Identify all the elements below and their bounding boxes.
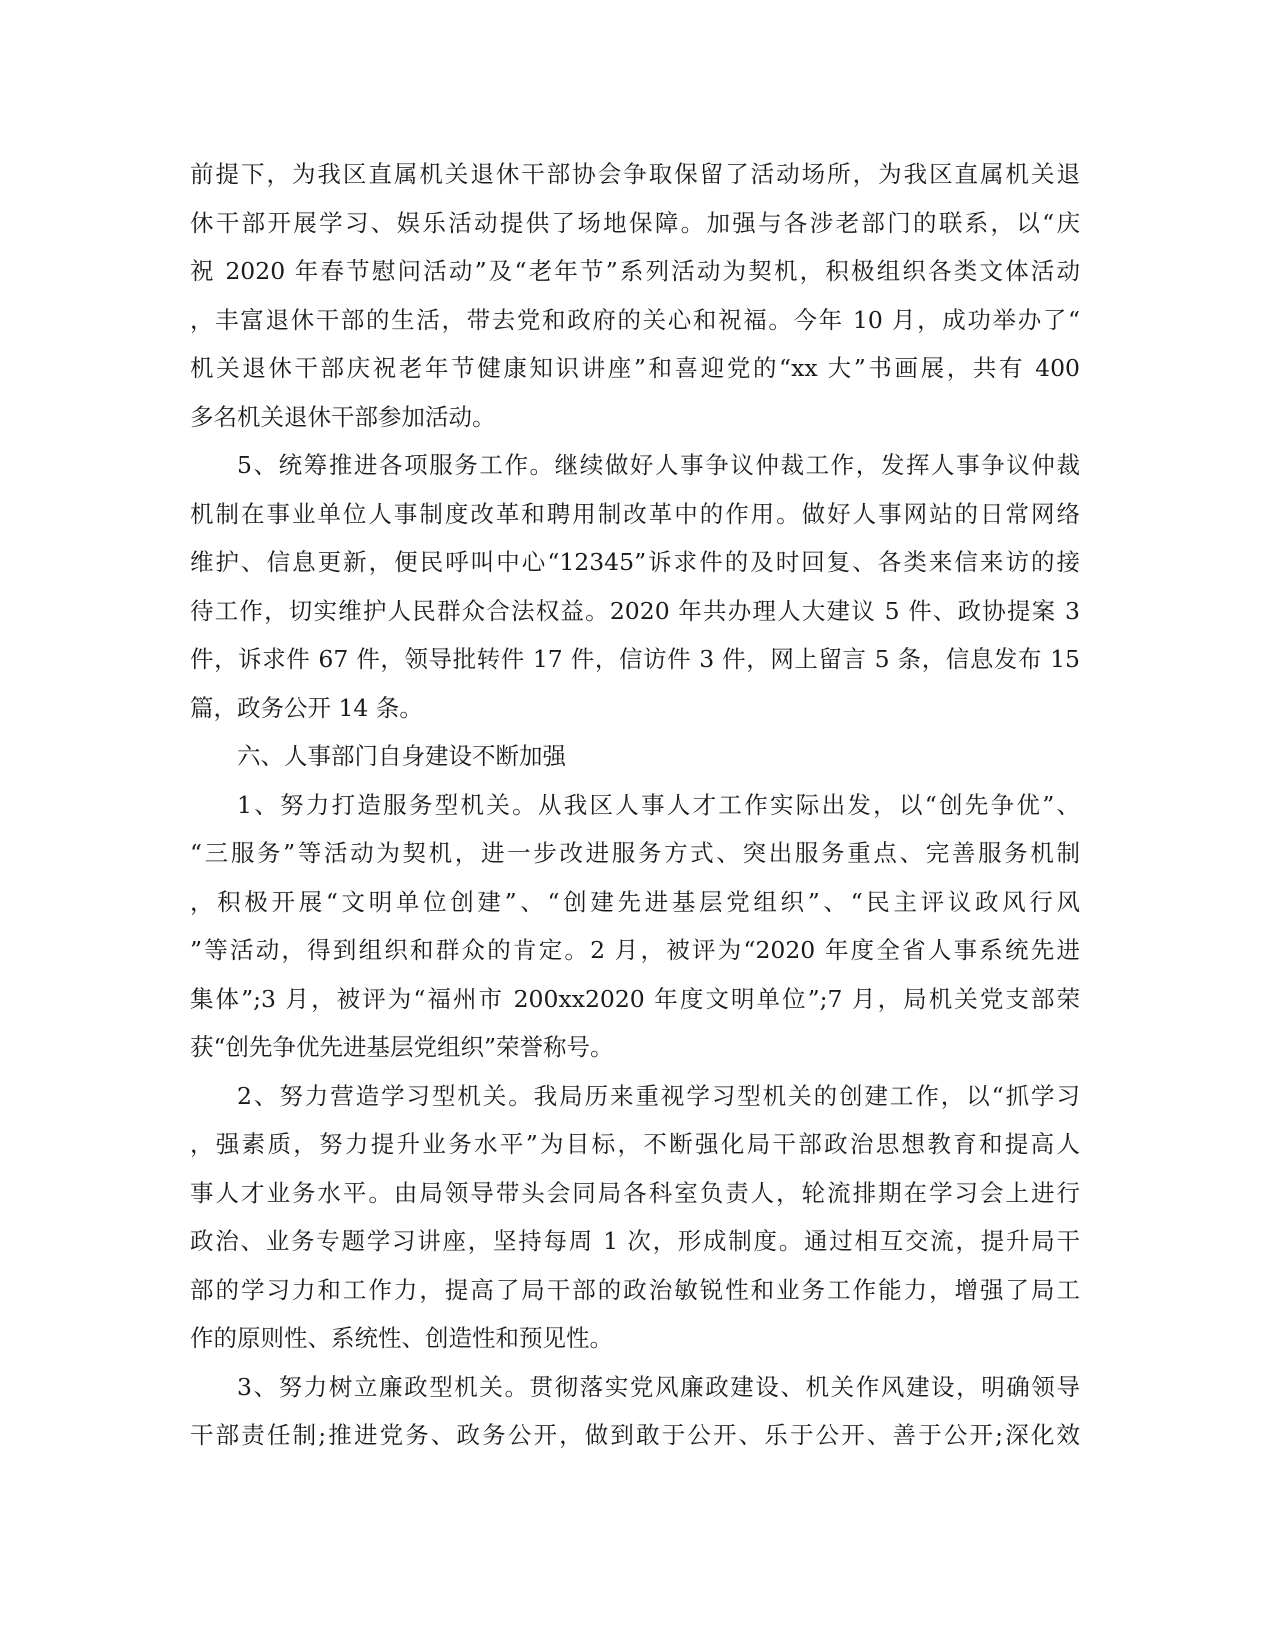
text-line: ，积极开展“文明单位创建”、“创建先进基层党组织”、“民主评议政风行风	[190, 887, 1080, 916]
text-line: 干部责任制;推进党务、政务公开，做到敢于公开、乐于公开、善于公开;深化效	[190, 1421, 1080, 1449]
text-line: 六、人事部门自身建设不断加强	[237, 742, 566, 770]
text-line: 3、努力树立廉政型机关。贯彻落实党风廉政建设、机关作风建设，明确领导	[237, 1372, 1080, 1401]
text-line: 1、努力打造服务型机关。从我区人事人才工作实际出发，以“创先争优”、	[237, 790, 1080, 819]
text-line: 获“创先争优先进基层党组织”荣誉称号。	[190, 1033, 614, 1061]
text-line: 维护、信息更新，便民呼叫中心“12345”诉求件的及时回复、各类来信来访的接	[190, 548, 1080, 576]
text-line: 政治、业务专题学习讲座，坚持每周 1 次，形成制度。通过相互交流，提升局干	[190, 1227, 1080, 1255]
text-line: 祝 2020 年春节慰问活动”及“老年节”系列活动为契机，积极组织各类文体活动	[190, 257, 1080, 285]
text-line: 多名机关退休干部参加活动。	[190, 402, 496, 431]
text-line: 前提下，为我区直属机关退休干部协会争取保留了活动场所，为我区直属机关退	[190, 160, 1080, 188]
text-line: 篇，政务公开 14 条。	[190, 693, 423, 722]
text-line: 事人才业务水平。由局领导带头会同局各科室负责人，轮流排期在学习会上进行	[190, 1178, 1080, 1207]
text-line: ”等活动，得到组织和群众的肯定。2 月，被评为“2020 年度全省人事系统先进	[190, 936, 1080, 964]
text-line: 件，诉求件 67 件，领导批转件 17 件，信访件 3 件，网上留言 5 条，信息发布 15	[190, 645, 1080, 673]
text-line: ，强素质，努力提升业务水平”为目标，不断强化局干部政治思想教育和提高人	[190, 1130, 1080, 1158]
text-line: 待工作，切实维护人民群众合法权益。2020 年共办理人大建议 5 件、政协提案 3	[190, 596, 1080, 625]
text-line: 集体”;3 月，被评为“福州市 200xx2020 年度文明单位”;7 月，局机关党支部荣	[190, 984, 1080, 1013]
text-line: 机关退休干部庆祝老年节健康知识讲座”和喜迎党的“xx 大”书画展，共有 400	[190, 354, 1080, 382]
text-line: 部的学习力和工作力，提高了局干部的政治敏锐性和业务工作能力，增强了局工	[190, 1275, 1080, 1304]
text-line: 机制在事业单位人事制度改革和聘用制改革中的作用。做好人事网站的日常网络	[190, 499, 1080, 528]
text-line: 2、努力营造学习型机关。我局历来重视学习型机关的创建工作，以“抓学习	[237, 1081, 1080, 1110]
text-line: ，丰富退休干部的生活，带去党和政府的关心和祝福。今年 10 月，成功举办了“	[190, 305, 1080, 334]
text-line: 5、统筹推进各项服务工作。继续做好人事争议仲裁工作，发挥人事争议仲裁	[237, 451, 1080, 479]
text-line: 作的原则性、系统性、创造性和预见性。	[190, 1324, 613, 1352]
text-line: “三服务”等活动为契机，进一步改进服务方式、突出服务重点、完善服务机制	[190, 839, 1080, 867]
body-text	[190, 150, 1080, 1460]
text-line: 休干部开展学习、娱乐活动提供了场地保障。加强与各涉老部门的联系，以“庆	[190, 208, 1080, 237]
